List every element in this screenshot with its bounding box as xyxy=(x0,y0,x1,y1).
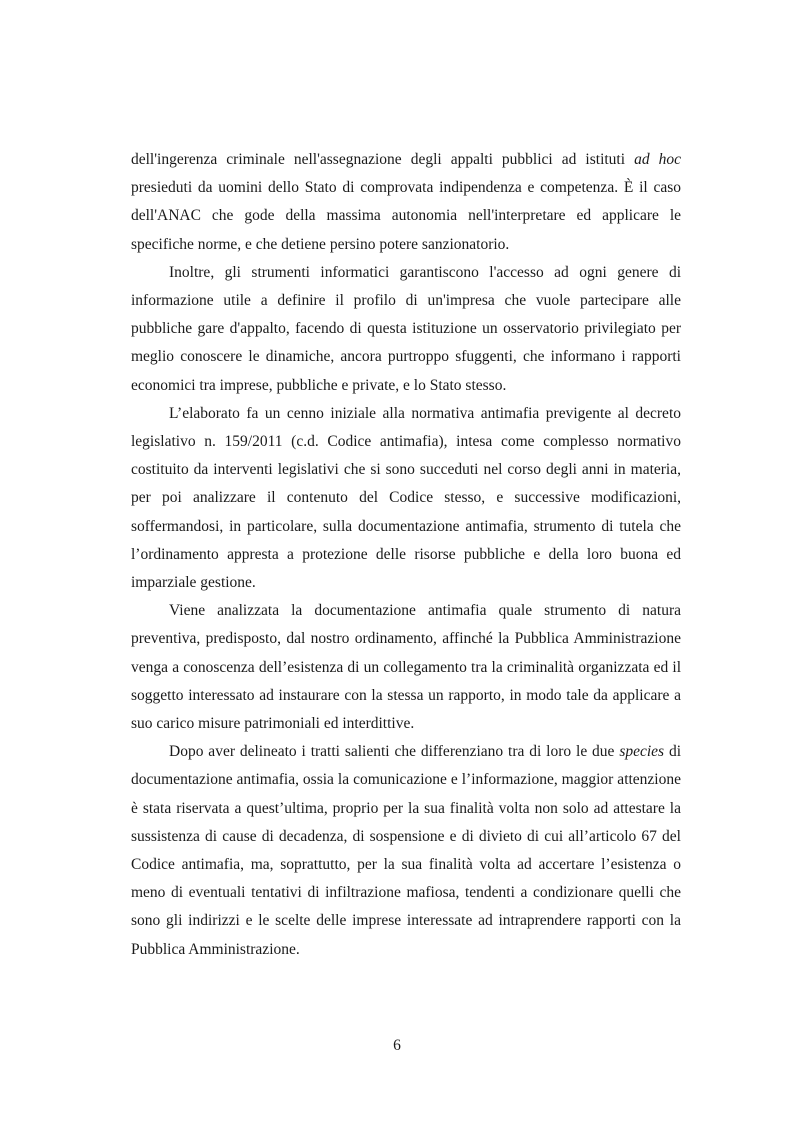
paragraph-5-text-a: Dopo aver delineato i tratti salienti che differenziano tra di loro le due xyxy=(169,743,620,761)
paragraph-1-text-b: presieduti da uomini dello Stato di comprovata indipendenza e competenza. È il caso dell'ANAC che gode della massima autonomia nell'interpretare ed applicare le specifiche norme, e che detiene persino potere sanzionatorio. xyxy=(131,179,681,253)
paragraph-1-text-a: dell'ingerenza criminale nell'assegnazione degli appalti pubblici ad istituti xyxy=(131,151,635,168)
paragraph-2 xyxy=(131,259,681,400)
paragraph-1 xyxy=(131,146,681,259)
paragraph-5-italic-species: species xyxy=(619,743,665,761)
paragraph-5 xyxy=(131,738,681,964)
paragraph-3 xyxy=(131,400,681,597)
paragraph-4 xyxy=(131,597,681,738)
page-number: 6 xyxy=(393,1037,401,1054)
paragraph-1-italic-ad-hoc: ad hoc xyxy=(634,151,681,168)
paragraph-2-text: Inoltre, gli strumenti informatici garantiscono l'accesso ad ogni genere di informazione utile a definire il profilo di un'impresa che vuole partecipare alle pubbliche gare d'appalto, facendo di questa istituzione un osservatorio privilegiato per meglio conoscere le dinamiche, ancora purtroppo sfuggenti, che informano i rapporti economici tra imprese, pubbliche e private, e lo Stato stesso. xyxy=(131,263,681,394)
paragraph-4-text: Viene analizzata la documentazione antimafia quale strumento di natura preventiva, predisposto, dal nostro ordinamento, affinché la Pubblica Amministrazione venga a conoscenza dell’esistenza di un collegamento tra la criminalità organizzata ed il soggetto interessato ad instaurare con la stessa un rapporto, in modo tale da applicare a suo carico misure patrimoniali ed interdittive. xyxy=(131,602,681,733)
paragraph-5-text-b: di documentazione antimafia, ossia la comunicazione e l’informazione, maggior attenzione è stata riservata a quest’ultima, proprio per la sua finalità volta non solo ad attestare la sussistenza di cause di decadenza, di sospensione e di divieto di cui all’articolo 67 del Codice antimafia, ma, soprattutto, per la sua finalità volta ad accertare l’esistenza o meno di eventuali tentativi di infiltrazione mafiosa, tendenti a condizionare quelli che sono gli indirizzi e le scelte delle imprese interessate ad intraprendere rapporti con la Pubblica Amministrazione. xyxy=(131,743,682,958)
paragraph-3-text: L’elaborato fa un cenno iniziale alla normativa antimafia previgente al decreto legislativo n. 159/2011 (c.d. Codice antimafia), intesa come complesso normativo costituito da interventi legislativi che si sono succeduti nel corso degli anni in materia, per poi analizzare il contenuto del Codice stesso, e successive modificazioni, soffermandosi, in particolare, sulla documentazione antimafia, strumento di tutela che l’ordinamento appresta a protezione delle risorse pubbliche e della loro buona ed imparziale gestione. xyxy=(131,404,681,592)
document-body xyxy=(131,146,681,964)
